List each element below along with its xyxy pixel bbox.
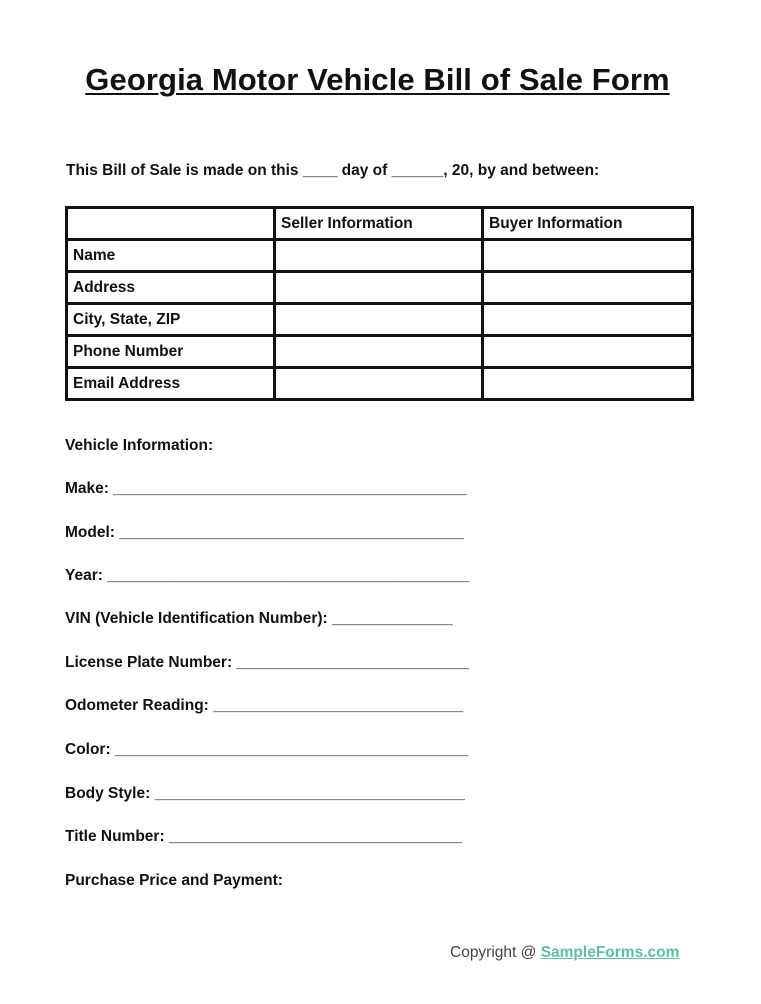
table-row — [67, 240, 693, 272]
row-label-name: Name — [67, 240, 275, 272]
intro-statement: This Bill of Sale is made on this ____ day of ______, 20, by and between: — [66, 162, 600, 179]
make-field[interactable]: Make: _________________________________________ — [65, 480, 467, 497]
copyright-footer — [450, 944, 679, 962]
seller-email-cell[interactable] — [275, 368, 483, 400]
buyer-information-header: Buyer Information — [483, 208, 693, 240]
buyer-email-cell[interactable] — [483, 368, 693, 400]
row-label-address: Address — [67, 272, 275, 304]
odometer-field[interactable]: Odometer Reading: _____________________________ — [65, 697, 464, 714]
vehicle-information-heading: Vehicle Information: — [65, 437, 214, 454]
table-row — [67, 368, 693, 400]
buyer-phone-cell[interactable] — [483, 336, 693, 368]
page-title: Georgia Motor Vehicle Bill of Sale Form — [85, 62, 670, 97]
year-field[interactable]: Year: __________________________________________ — [65, 567, 470, 584]
seller-name-cell[interactable] — [275, 240, 483, 272]
body-style-field[interactable]: Body Style: ____________________________________ — [65, 785, 465, 802]
color-field[interactable]: Color: _________________________________________ — [65, 741, 469, 758]
buyer-name-cell[interactable] — [483, 240, 693, 272]
table-row — [67, 304, 693, 336]
buyer-city-state-zip-cell[interactable] — [483, 304, 693, 336]
seller-address-cell[interactable] — [275, 272, 483, 304]
purchase-price-heading: Purchase Price and Payment: — [65, 872, 283, 889]
party-information-table — [65, 206, 694, 401]
vin-field[interactable]: VIN (Vehicle Identification Number): ______________ — [65, 610, 453, 627]
table-row — [67, 336, 693, 368]
buyer-address-cell[interactable] — [483, 272, 693, 304]
table-header-row — [67, 208, 693, 240]
row-label-email-address: Email Address — [67, 368, 275, 400]
row-label-phone-number: Phone Number — [67, 336, 275, 368]
license-plate-field[interactable]: License Plate Number: ___________________________ — [65, 654, 470, 671]
seller-city-state-zip-cell[interactable] — [275, 304, 483, 336]
row-label-city-state-zip: City, State, ZIP — [67, 304, 275, 336]
title-number-field[interactable]: Title Number: __________________________________ — [65, 828, 463, 845]
header-empty-cell — [67, 208, 275, 240]
brand-link[interactable]: SampleForms.com — [540, 944, 680, 961]
table-row — [67, 272, 693, 304]
seller-information-header: Seller Information — [275, 208, 483, 240]
seller-phone-cell[interactable] — [275, 336, 483, 368]
model-field[interactable]: Model: ________________________________________ — [65, 524, 465, 541]
copyright-prefix: Copyright @ — [450, 944, 541, 961]
